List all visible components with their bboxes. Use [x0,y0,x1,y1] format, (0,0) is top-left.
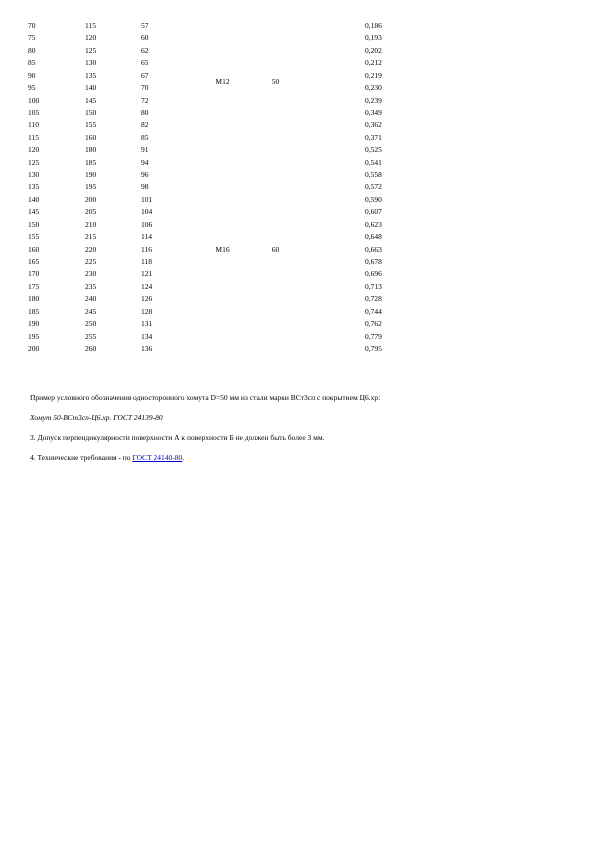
cell-empty [305,70,365,82]
table-row [28,20,382,32]
cell-d: 125 [28,157,40,167]
cell-col2: 245 [85,306,97,316]
cell-d: 115 [28,132,39,142]
cell-col2: 120 [85,33,97,43]
cell-empty [305,45,365,57]
cell-mass: 0,362 [365,120,382,130]
cell-col2: 210 [85,219,97,229]
note-4 [30,453,184,462]
cell-mass: 0,728 [365,294,382,304]
cell-col2: 140 [85,83,97,93]
cell-col2: 135 [85,70,97,80]
cell-d: 145 [28,207,40,217]
cell-col2: 130 [85,58,97,68]
cell-d: 95 [28,83,36,93]
cell-col2: 180 [85,145,97,155]
cell-col2: 155 [85,120,97,130]
cell-d: 105 [28,107,40,117]
table-row [28,144,382,156]
cell-col3: 101 [141,194,153,204]
cell-d: 110 [28,120,39,130]
cell-mass: 0,795 [365,343,382,353]
cell-col3: 134 [141,331,153,341]
cell-d: 180 [28,294,40,304]
cell-mass: 0,541 [365,157,382,167]
cell-col3: 65 [141,58,149,68]
cell-empty [305,306,365,318]
cell-col3: 124 [141,281,153,291]
cell-empty [305,231,365,243]
cell-mass: 0,779 [365,331,382,341]
cell-col3: 60 [141,33,149,43]
cell-mass: 0,762 [365,319,382,329]
cell-empty [305,331,365,343]
cell-col3: 106 [141,219,153,229]
cell-col3: 98 [141,182,149,192]
cell-col2: 150 [85,107,97,117]
cell-col2: 200 [85,194,97,204]
cell-d: 165 [28,257,40,267]
cell-col3: 67 [141,70,149,80]
cell-d: 90 [28,70,36,80]
cell-col3: 126 [141,294,153,304]
cell-d: 135 [28,182,40,192]
cell-empty [305,318,365,330]
cell-mass: 0,349 [365,107,382,117]
cell-d: 140 [28,194,40,204]
cell-d: 120 [28,145,40,155]
designation-example: Хомут 50-ВСт3сп-Ц6.хр. ГОСТ 24139-80 [30,413,163,422]
cell-d: 160 [28,244,40,254]
cell-mass: 0,713 [365,281,382,291]
cell-d: 100 [28,95,40,105]
cell-empty [305,293,365,305]
cell-d: 75 [28,33,36,43]
cell-col3: 116 [141,244,152,254]
cell-col3: 136 [141,343,153,353]
cell-col2: 160 [85,132,97,142]
cell-d: 200 [28,343,40,353]
cell-col2: 215 [85,232,97,242]
cell-d: 150 [28,219,40,229]
cell-empty [305,107,365,119]
cell-mass: 0,648 [365,232,382,242]
gost-link[interactable]: ГОСТ 24140-80 [132,453,183,462]
cell-mass: 0,230 [365,83,382,93]
cell-d: 185 [28,306,40,316]
cell-mass: 0,219 [365,70,382,80]
cell-empty [305,281,365,293]
cell-mass: 0,607 [365,207,382,217]
cell-col2: 220 [85,244,97,254]
cell-d: 80 [28,45,36,55]
cell-empty [305,244,365,256]
cell-empty [305,95,365,107]
cell-mass: 0,572 [365,182,382,192]
cell-col3: 118 [141,257,152,267]
cell-col2: 260 [85,343,97,353]
cell-col3: 80 [141,107,149,117]
cell-col2: 145 [85,95,97,105]
table-body [28,20,382,355]
cell-empty [305,169,365,181]
cell-col2: 115 [85,21,96,30]
cell-col2: 225 [85,257,97,267]
cell-col3: 57 [141,21,149,30]
cell-col3: 104 [141,207,153,217]
cell-empty [305,82,365,94]
cell-thread: М12 [215,76,230,86]
cell-d: 190 [28,319,40,329]
cell-d: 85 [28,58,36,68]
cell-col3: 94 [141,157,149,167]
cell-col3: 91 [141,145,149,155]
cell-empty [305,157,365,169]
dimensions-table [28,20,382,355]
cell-mass: 0,212 [365,58,382,68]
cell-empty [305,206,365,218]
cell-empty [305,132,365,144]
cell-empty [305,256,365,268]
cell-col2: 195 [85,182,97,192]
cell-mass: 0,623 [365,219,382,229]
cell-col2: 190 [85,170,97,180]
cell-col3: 82 [141,120,149,130]
cell-mass: 0,678 [365,257,382,267]
cell-mass: 0,590 [365,194,382,204]
cell-d: 70 [28,21,36,30]
cell-mass: 0,193 [365,33,382,43]
cell-empty [305,20,365,32]
cell-col3: 128 [141,306,153,316]
note-4-suffix: . [182,453,185,462]
cell-empty [305,181,365,193]
cell-empty [305,144,365,156]
cell-d: 130 [28,170,40,180]
cell-empty [305,32,365,44]
note-4-prefix: 4. Технические требования - по [30,453,133,462]
cell-col2: 230 [85,269,97,279]
cell-empty [305,194,365,206]
cell-col3: 121 [141,269,153,279]
cell-col3: 62 [141,45,149,55]
example-heading: Пример условного обозначения односторонного хомута D=50 мм из стали марки ВСт3сп с покрытием Ц6.хр: [30,393,381,402]
cell-d: 175 [28,281,40,291]
cell-mass: 0,371 [365,132,382,142]
cell-thread: М16 [215,244,230,254]
cell-col2: 235 [85,281,97,291]
cell-d: 170 [28,269,40,279]
cell-empty [305,268,365,280]
cell-col2: 250 [85,319,97,329]
cell-mass: 0,202 [365,45,382,55]
cell-mass: 0,525 [365,145,382,155]
cell-col3: 70 [141,83,149,93]
cell-empty [305,343,365,355]
cell-mass: 0,239 [365,95,382,105]
cell-mass: 0,663 [365,244,382,254]
cell-col2: 185 [85,157,97,167]
note-3: 3. Допуск перпендикулярности поверхности А к поверхности Б не должен быть более 3 мм. [30,433,325,442]
cell-col3: 131 [141,319,153,329]
cell-col3: 85 [141,132,149,142]
cell-d: 195 [28,331,40,341]
cell-empty [305,57,365,69]
cell-col2: 205 [85,207,97,217]
cell-col3: 72 [141,95,149,105]
cell-mass: 0,696 [365,269,382,279]
cell-col3: 114 [141,232,152,242]
cell-mass: 0,558 [365,170,382,180]
cell-mass: 0,744 [365,306,382,316]
cell-col2: 255 [85,331,97,341]
cell-col2: 240 [85,294,97,304]
cell-empty [305,219,365,231]
cell-col2: 125 [85,45,97,55]
cell-group-value: 60 [271,244,280,254]
cell-mass: 0,186 [365,21,382,30]
cell-d: 155 [28,232,40,242]
cell-col3: 96 [141,170,149,180]
cell-empty [305,119,365,131]
cell-group-value: 50 [271,76,280,86]
